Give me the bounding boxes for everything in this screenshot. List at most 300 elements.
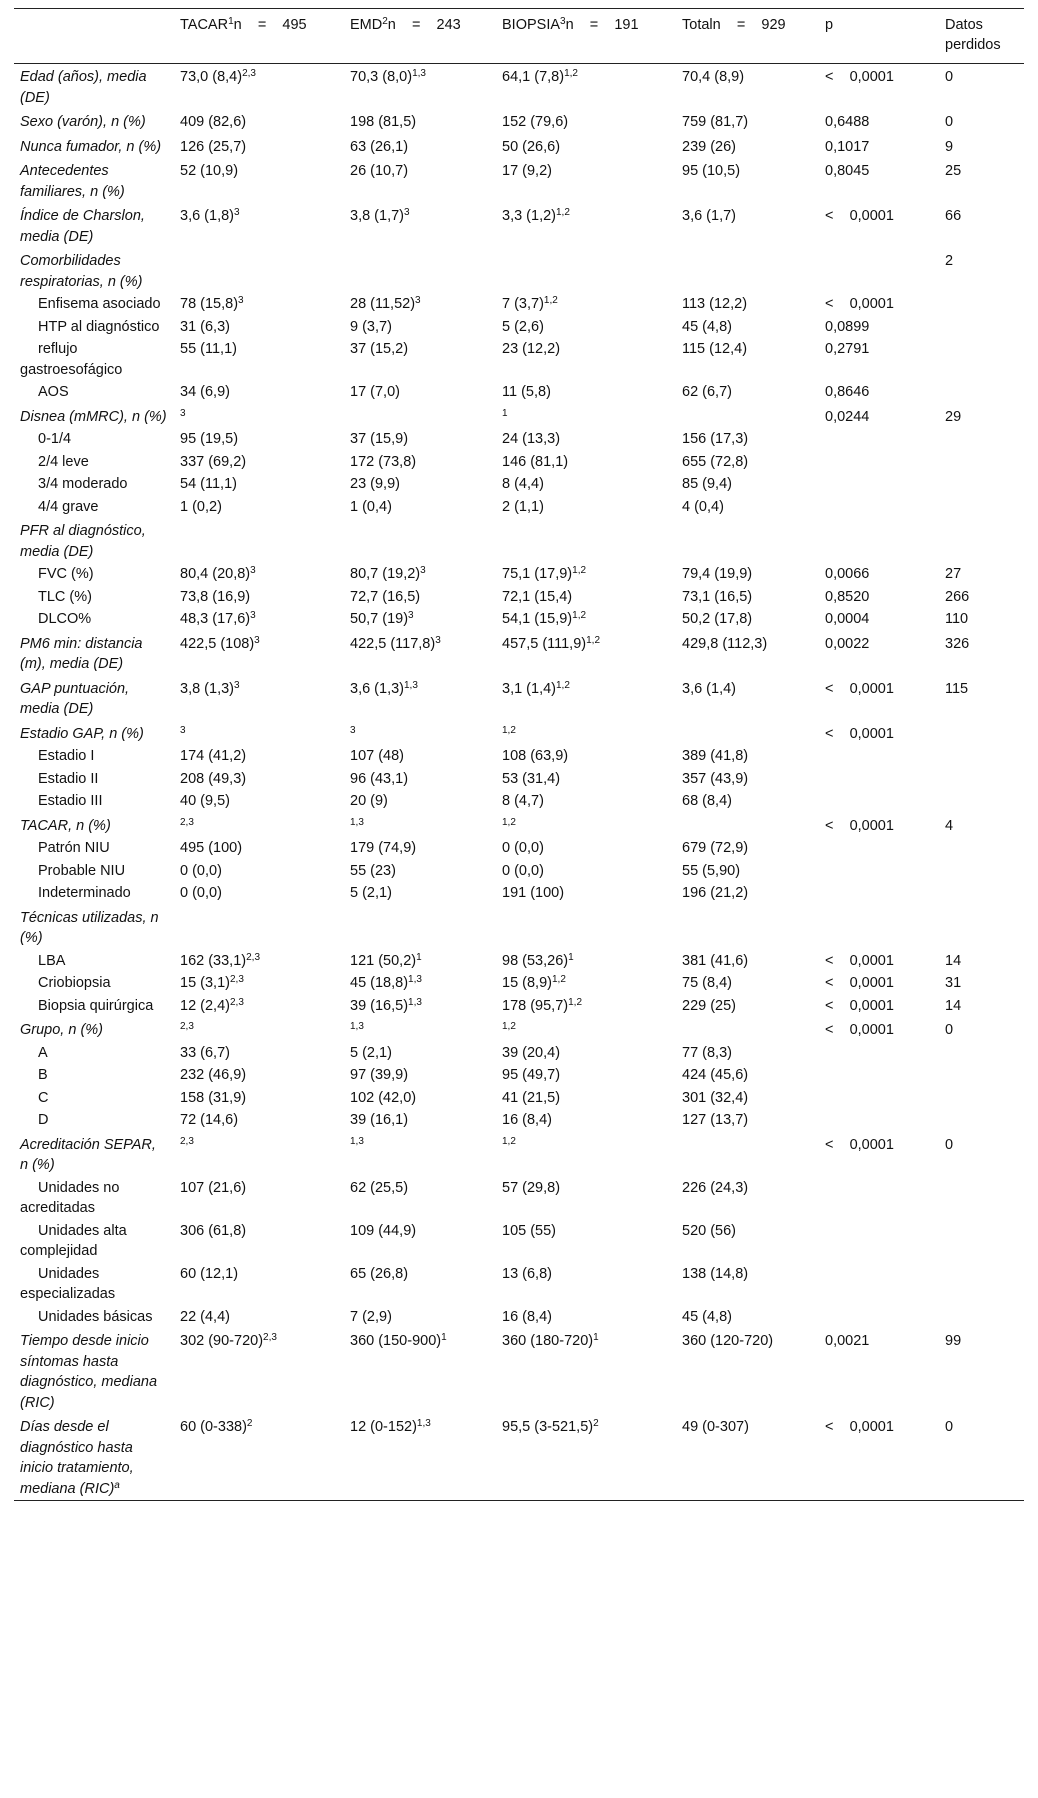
- row-label: [14, 631, 174, 676]
- value-cell: [496, 631, 676, 676]
- missing-cell: [939, 768, 1024, 791]
- row-label: [14, 1414, 174, 1501]
- cell-value: 70,3 (8,0): [350, 69, 413, 85]
- value-cell: [676, 813, 819, 838]
- p-value-cell: [819, 518, 939, 563]
- cell-superscript: 1: [593, 1332, 599, 1343]
- value-cell: [676, 860, 819, 883]
- cell-value: 109 (44,9): [350, 1222, 417, 1239]
- value-cell: [676, 134, 819, 159]
- cell-value: 127 (13,7): [682, 1112, 749, 1128]
- value-cell: [344, 404, 496, 429]
- missing-value: 326: [945, 635, 970, 652]
- missing-value: 9: [945, 138, 954, 155]
- value-cell: [676, 1087, 819, 1110]
- cell-value: 179 (74,9): [350, 840, 417, 856]
- table-row: [14, 109, 1024, 134]
- p-value-cell: [819, 837, 939, 860]
- value-cell: [174, 381, 344, 404]
- table-row: [14, 608, 1024, 631]
- cell-superscript: 3: [180, 724, 186, 736]
- value-cell: [676, 1414, 819, 1501]
- value-cell: [676, 1328, 819, 1414]
- cell-value: 11 (5,8): [502, 384, 551, 400]
- value-cell: [174, 995, 344, 1018]
- value-cell: [344, 790, 496, 813]
- row-label-text: reflujo gastroesofágico: [20, 341, 123, 378]
- value-cell: [496, 1306, 676, 1329]
- cell-superscript: 1,3: [350, 1135, 364, 1147]
- cell-value: 95 (10,5): [682, 163, 741, 179]
- p-value: 0,2791: [825, 341, 870, 357]
- value-cell: [676, 518, 819, 563]
- missing-value: 266: [945, 588, 970, 605]
- cell-superscript: 3: [420, 565, 426, 576]
- cell-value: 3,6 (1,3): [350, 680, 404, 697]
- value-cell: [174, 563, 344, 586]
- row-label-text: 3/4 moderado: [38, 476, 128, 492]
- row-label: [14, 1017, 174, 1042]
- cell-value: 389 (41,8): [682, 748, 749, 764]
- table-row: [14, 905, 1024, 950]
- missing-cell: [939, 586, 1024, 609]
- row-label: [14, 64, 174, 110]
- missing-cell: [939, 338, 1024, 381]
- missing-cell: [939, 381, 1024, 404]
- cell-value: 72 (14,6): [180, 1112, 239, 1128]
- row-label-text: 2/4 leve: [38, 453, 89, 470]
- cell-value: 34 (6,9): [180, 384, 230, 400]
- cell-value: 60 (12,1): [180, 1265, 239, 1282]
- value-cell: [496, 473, 676, 496]
- value-cell: [496, 109, 676, 134]
- value-cell: [344, 721, 496, 746]
- cell-value: 759 (81,7): [682, 114, 749, 130]
- value-cell: [174, 721, 344, 746]
- table-row: [14, 563, 1024, 586]
- missing-value: 2: [945, 253, 954, 269]
- value-cell: [676, 109, 819, 134]
- cell-superscript: 3: [250, 565, 256, 576]
- row-label-text: FVC (%): [38, 566, 94, 582]
- value-cell: [344, 995, 496, 1018]
- value-cell: [344, 1263, 496, 1306]
- header-label: Total: [682, 17, 713, 33]
- cell-value: 37 (15,9): [350, 431, 409, 447]
- missing-cell: [939, 134, 1024, 159]
- row-label: [14, 721, 174, 746]
- cell-superscript: 3: [180, 407, 186, 419]
- table-row: [14, 404, 1024, 429]
- row-label-text: D: [38, 1112, 49, 1128]
- cell-value: 3,3 (1,2): [502, 208, 556, 224]
- cell-superscript: 2,3: [180, 1021, 194, 1032]
- cell-value: 174 (41,2): [180, 748, 247, 764]
- missing-value: 14: [945, 997, 962, 1014]
- cell-value: 28 (11,52): [350, 296, 416, 312]
- row-label: [14, 745, 174, 768]
- value-cell: [676, 203, 819, 248]
- header-cell: [174, 9, 344, 64]
- cell-superscript: 2,3: [242, 68, 256, 79]
- missing-cell: [939, 1328, 1024, 1414]
- table-row: [14, 64, 1024, 110]
- value-cell: [174, 586, 344, 609]
- cell-value: 2 (1,1): [502, 498, 544, 515]
- value-cell: [174, 768, 344, 791]
- cell-value: 162 (33,1): [180, 952, 247, 969]
- value-cell: [174, 316, 344, 339]
- cell-superscript: 2,3: [229, 974, 244, 985]
- cell-value: 360 (180-720): [502, 1333, 594, 1349]
- p-value-cell: [819, 882, 939, 905]
- value-cell: [496, 1132, 676, 1177]
- cell-value: 8 (4,7): [502, 793, 544, 809]
- cell-value: 75 (8,4): [682, 975, 732, 991]
- cell-value: 126 (25,7): [180, 138, 247, 155]
- value-cell: [174, 293, 344, 316]
- table-row: [14, 768, 1024, 791]
- value-cell: [676, 1306, 819, 1329]
- cell-superscript: 2: [593, 1418, 599, 1429]
- table-row: [14, 316, 1024, 339]
- table-header: [14, 9, 1024, 64]
- cell-value: 7 (3,7): [502, 296, 544, 312]
- row-label-text: DLCO%: [38, 611, 92, 627]
- table-row: [14, 860, 1024, 883]
- p-value-cell: [819, 972, 939, 995]
- p-value: 0,8520: [825, 588, 870, 605]
- table-row: [14, 1109, 1024, 1132]
- cell-value: 12 (0-152): [350, 1419, 417, 1435]
- missing-value: 14: [945, 952, 962, 969]
- p-value-cell: [819, 109, 939, 134]
- cell-value: 196 (21,2): [682, 885, 749, 901]
- cell-value: 15 (3,1): [180, 975, 230, 991]
- cell-value: 0 (0,0): [180, 862, 222, 879]
- table-row: [14, 790, 1024, 813]
- value-cell: [676, 158, 819, 203]
- row-label-text: Enfisema asociado: [38, 296, 161, 312]
- value-cell: [496, 563, 676, 586]
- row-label: [14, 860, 174, 883]
- p-value: < 0,0001: [825, 952, 894, 969]
- p-value: < 0,0001: [825, 208, 894, 224]
- cell-superscript: 1,2: [586, 634, 601, 646]
- row-label: [14, 428, 174, 451]
- value-cell: [496, 1414, 676, 1501]
- row-label: [14, 158, 174, 203]
- missing-value: 25: [945, 163, 962, 179]
- value-cell: [174, 518, 344, 563]
- p-value: 0,8646: [825, 384, 870, 400]
- value-cell: [344, 248, 496, 293]
- value-cell: [344, 745, 496, 768]
- row-label-text: PM6 min: distancia (m), media (DE): [20, 635, 143, 672]
- cell-value: 17 (9,2): [502, 163, 552, 179]
- p-value-cell: [819, 745, 939, 768]
- p-value: < 0,0001: [825, 296, 894, 312]
- p-value: 0,0066: [825, 566, 870, 582]
- cell-value: 0 (0,0): [502, 862, 544, 879]
- cell-value: 3,6 (1,8): [180, 208, 234, 224]
- value-cell: [344, 972, 496, 995]
- value-cell: [344, 1306, 496, 1329]
- cell-value: 54,1 (15,9): [502, 611, 573, 627]
- row-label-text: Patrón NIU: [38, 840, 110, 856]
- value-cell: [174, 428, 344, 451]
- p-value: < 0,0001: [825, 817, 894, 834]
- row-label-text: Antecedentes familiares, n (%): [20, 163, 125, 200]
- cell-value: 33 (6,7): [180, 1044, 230, 1061]
- header-cell: [496, 9, 676, 64]
- cell-value: 9 (3,7): [350, 318, 392, 335]
- value-cell: [496, 608, 676, 631]
- cell-superscript: 1,2: [568, 996, 583, 1008]
- table-row: [14, 203, 1024, 248]
- table-row: [14, 1064, 1024, 1087]
- value-cell: [174, 109, 344, 134]
- cell-value: 98 (53,26): [502, 952, 569, 969]
- value-cell: [344, 473, 496, 496]
- value-cell: [496, 882, 676, 905]
- p-value-cell: [819, 1263, 939, 1306]
- value-cell: [496, 768, 676, 791]
- table-row: [14, 518, 1024, 563]
- cell-superscript: 1: [502, 407, 508, 419]
- row-label-text: Probable NIU: [38, 862, 126, 879]
- value-cell: [496, 1263, 676, 1306]
- missing-value: 0: [945, 69, 954, 85]
- cell-value: 96 (43,1): [350, 770, 409, 787]
- missing-value: 0: [945, 1136, 954, 1153]
- cell-value: 0 (0,0): [180, 885, 222, 901]
- value-cell: [344, 64, 496, 110]
- cell-value: 23 (12,2): [502, 341, 561, 357]
- cell-value: 52 (10,9): [180, 163, 239, 179]
- value-cell: [344, 860, 496, 883]
- table-row: [14, 882, 1024, 905]
- value-cell: [676, 586, 819, 609]
- value-cell: [174, 404, 344, 429]
- header-cell: [676, 9, 819, 64]
- value-cell: [676, 1220, 819, 1263]
- missing-value: 29: [945, 408, 962, 425]
- cell-value: 50,7 (19): [350, 611, 409, 627]
- value-cell: [496, 905, 676, 950]
- value-cell: [344, 905, 496, 950]
- p-value-cell: [819, 813, 939, 838]
- value-cell: [174, 1087, 344, 1110]
- cell-value: 31 (6,3): [180, 318, 230, 335]
- value-cell: [344, 563, 496, 586]
- value-cell: [344, 586, 496, 609]
- cell-value: 422,5 (117,8): [350, 635, 436, 652]
- cell-value: 68 (8,4): [682, 793, 732, 809]
- value-cell: [344, 1017, 496, 1042]
- cell-value: 40 (9,5): [180, 793, 230, 809]
- table-row: [14, 950, 1024, 973]
- value-cell: [174, 972, 344, 995]
- value-cell: [676, 790, 819, 813]
- row-label: [14, 790, 174, 813]
- p-value-cell: [819, 768, 939, 791]
- p-value-cell: [819, 905, 939, 950]
- cell-value: 50,2 (17,8): [682, 611, 753, 627]
- p-value-cell: [819, 496, 939, 519]
- missing-cell: [939, 608, 1024, 631]
- cell-value: 357 (43,9): [682, 770, 749, 787]
- value-cell: [174, 203, 344, 248]
- cell-superscript: 1,3: [350, 1021, 364, 1032]
- table-row: [14, 473, 1024, 496]
- value-cell: [496, 404, 676, 429]
- missing-cell: [939, 882, 1024, 905]
- p-value-cell: [819, 631, 939, 676]
- row-label-text: Unidades básicas: [38, 1308, 153, 1325]
- cell-value: 41 (21,5): [502, 1089, 561, 1106]
- value-cell: [496, 1017, 676, 1042]
- cell-value: 301 (32,4): [682, 1089, 749, 1106]
- missing-cell: [939, 64, 1024, 110]
- row-label-text: Grupo, n (%): [20, 1022, 103, 1038]
- value-cell: [344, 381, 496, 404]
- cell-value: 5 (2,1): [350, 885, 392, 901]
- cell-superscript: 1,2: [551, 974, 566, 985]
- cell-value: 520 (56): [682, 1222, 737, 1239]
- row-label: [14, 248, 174, 293]
- value-cell: [174, 1109, 344, 1132]
- row-label: [14, 404, 174, 429]
- p-value-cell: [819, 1306, 939, 1329]
- cell-value: 72,7 (16,5): [350, 588, 421, 605]
- cell-value: 80,7 (19,2): [350, 566, 421, 582]
- value-cell: [174, 158, 344, 203]
- missing-value: 4: [945, 817, 954, 834]
- row-label-text: C: [38, 1089, 49, 1106]
- table-row: [14, 813, 1024, 838]
- missing-value: 0: [945, 1022, 954, 1038]
- value-cell: [496, 293, 676, 316]
- cell-value: 138 (14,8): [682, 1265, 749, 1282]
- row-label-text: Disnea (mMRC), n (%): [20, 408, 167, 425]
- header-cell: [939, 9, 1024, 64]
- cell-value: 54 (11,1): [180, 476, 237, 492]
- value-cell: [676, 1109, 819, 1132]
- value-cell: [676, 950, 819, 973]
- cell-value: 152 (79,6): [502, 114, 569, 130]
- p-value: < 0,0001: [825, 997, 894, 1014]
- p-value-cell: [819, 1177, 939, 1220]
- value-cell: [676, 338, 819, 381]
- p-value-cell: [819, 428, 939, 451]
- row-label: [14, 1306, 174, 1329]
- table-row: [14, 134, 1024, 159]
- p-value-cell: [819, 1414, 939, 1501]
- missing-cell: [939, 837, 1024, 860]
- cell-value: 24 (13,3): [502, 431, 561, 447]
- missing-cell: [939, 721, 1024, 746]
- cell-value: 3,6 (1,4): [682, 680, 736, 697]
- cell-value: 7 (2,9): [350, 1308, 392, 1325]
- cell-superscript: 2,3: [180, 816, 194, 828]
- p-value: 0,0244: [825, 408, 870, 425]
- value-cell: [174, 451, 344, 474]
- value-cell: [676, 451, 819, 474]
- value-cell: [344, 293, 496, 316]
- row-label-text: Criobiopsia: [38, 975, 111, 991]
- cell-superscript: 1,2: [502, 1021, 516, 1032]
- value-cell: [344, 813, 496, 838]
- cell-superscript: 1,3: [412, 68, 426, 79]
- missing-cell: [939, 972, 1024, 995]
- row-label: [14, 134, 174, 159]
- p-value-cell: [819, 608, 939, 631]
- cell-value: 12 (2,4): [180, 997, 230, 1014]
- cell-value: 39 (16,1): [350, 1112, 409, 1128]
- value-cell: [344, 134, 496, 159]
- cell-value: 50 (26,6): [502, 138, 561, 155]
- p-value-cell: [819, 1109, 939, 1132]
- missing-cell: [939, 158, 1024, 203]
- cell-superscript: 1,2: [572, 565, 587, 576]
- value-cell: [174, 745, 344, 768]
- p-value-cell: [819, 995, 939, 1018]
- cell-value: 226 (24,3): [682, 1179, 749, 1196]
- table-row: [14, 293, 1024, 316]
- value-cell: [174, 950, 344, 973]
- cell-value: 75,1 (17,9): [502, 566, 573, 582]
- cell-superscript: 1,2: [543, 295, 558, 306]
- cell-value: 208 (49,3): [180, 770, 247, 787]
- value-cell: [174, 496, 344, 519]
- value-cell: [174, 837, 344, 860]
- p-value-cell: [819, 203, 939, 248]
- cell-value: 409 (82,6): [180, 114, 247, 130]
- header-label: EMD: [350, 17, 383, 33]
- row-label-superscript: a: [114, 1479, 120, 1491]
- missing-cell: [939, 451, 1024, 474]
- value-cell: [174, 860, 344, 883]
- cell-superscript: 2,3: [263, 1332, 277, 1343]
- p-value-cell: [819, 1064, 939, 1087]
- value-cell: [496, 248, 676, 293]
- row-label-text: TLC (%): [38, 588, 92, 605]
- value-cell: [496, 1087, 676, 1110]
- row-label-text: Estadio II: [38, 770, 99, 787]
- cell-value: 178 (95,7): [502, 997, 569, 1014]
- value-cell: [676, 64, 819, 110]
- value-cell: [174, 676, 344, 721]
- p-value: 0,8045: [825, 163, 870, 179]
- row-label: [14, 518, 174, 563]
- p-value: 0,0021: [825, 1333, 870, 1349]
- value-cell: [174, 631, 344, 676]
- p-value-cell: [819, 676, 939, 721]
- cell-superscript: 1,2: [556, 207, 570, 218]
- value-cell: [676, 837, 819, 860]
- row-label: [14, 381, 174, 404]
- value-cell: [676, 972, 819, 995]
- p-value-cell: [819, 64, 939, 110]
- value-cell: [174, 338, 344, 381]
- value-cell: [174, 473, 344, 496]
- value-cell: [174, 1042, 344, 1065]
- cell-value: 107 (21,6): [180, 1179, 247, 1196]
- value-cell: [344, 837, 496, 860]
- table-row: [14, 837, 1024, 860]
- cell-superscript: 1,3: [350, 816, 364, 828]
